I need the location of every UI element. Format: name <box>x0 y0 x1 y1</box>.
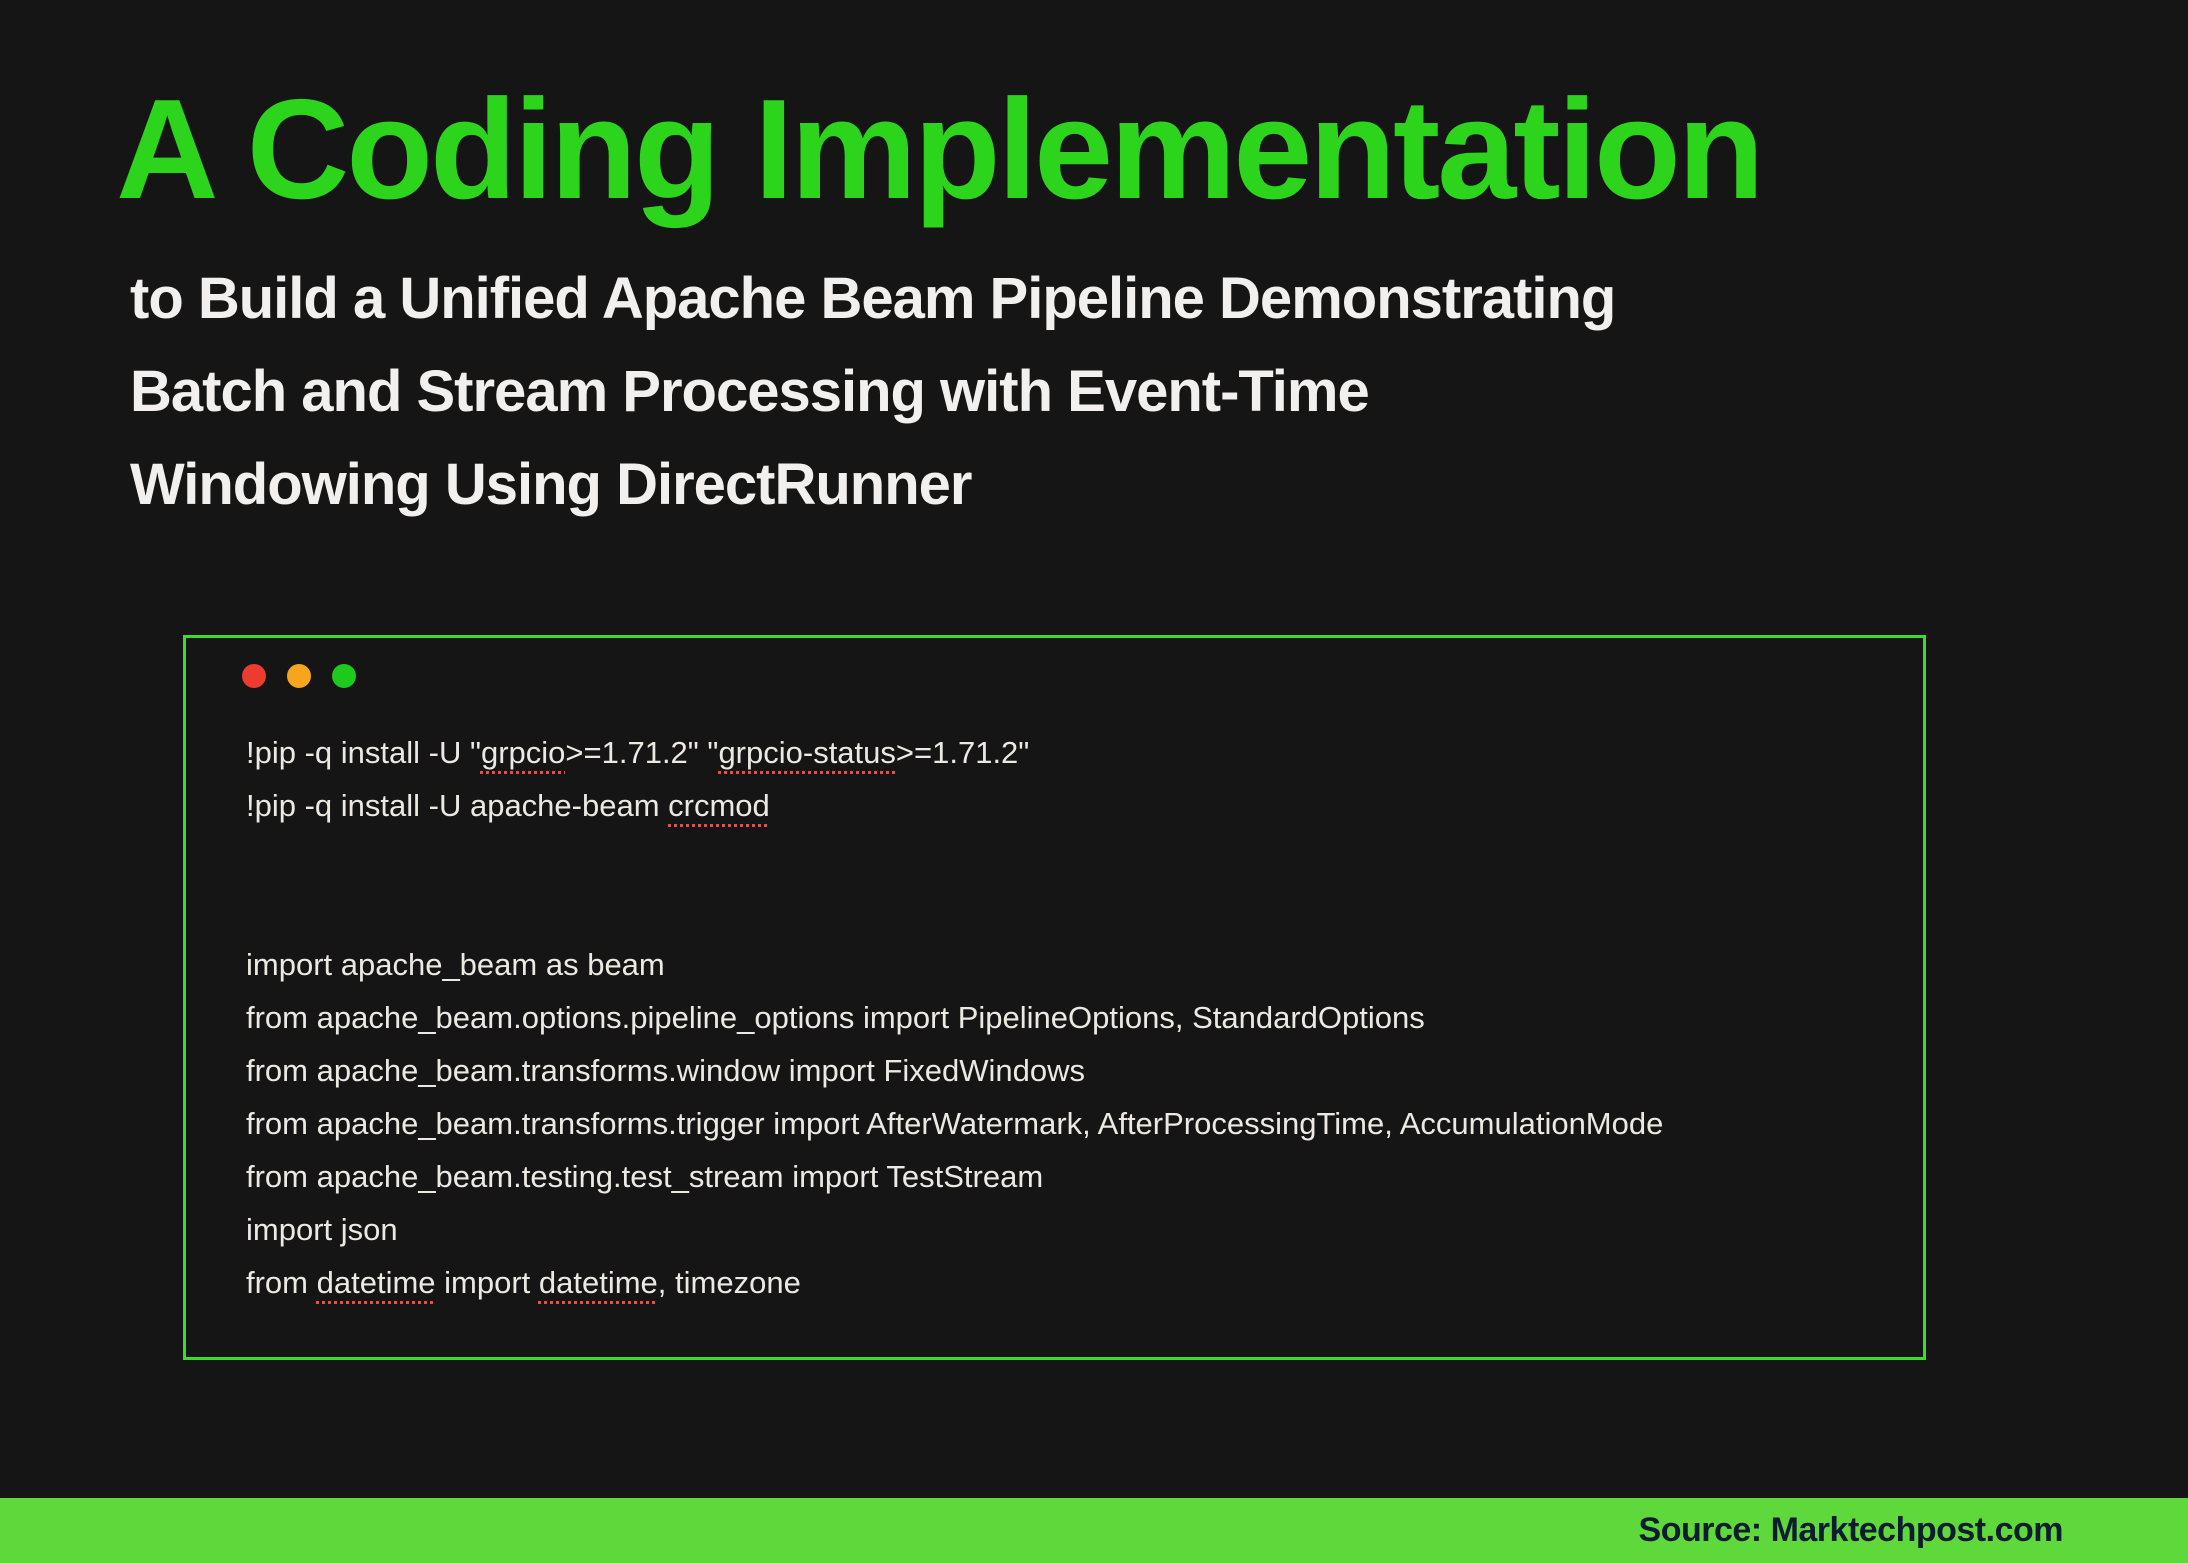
code-window <box>183 635 1926 1360</box>
code-text: import <box>435 1265 539 1300</box>
code-line <box>246 779 1923 832</box>
subtitle-line: Batch and Stream Processing with Event-Time <box>130 359 1369 424</box>
minimize-light[interactable] <box>287 664 311 688</box>
code-text: !pip -q install -U " <box>246 735 481 770</box>
code-line <box>246 1097 1923 1150</box>
misspelled-word: grpcio <box>480 735 566 770</box>
maximize-light[interactable] <box>332 664 356 688</box>
misspelled-word: crcmod <box>668 788 770 823</box>
code-line <box>246 726 1923 779</box>
source-attribution: Source: Marktechpost.com <box>1638 1511 2063 1549</box>
code-line <box>246 938 1923 991</box>
code-text: >=1.71.2" <box>895 735 1030 770</box>
code-text: >=1.71.2" " <box>565 735 719 770</box>
code-text: from apache_beam.transforms.trigger import AfterWatermark, AfterProcessingTime, AccumulationMode <box>246 1106 1664 1141</box>
code-text: , timezone <box>657 1265 801 1300</box>
footer-bar <box>0 1498 2188 1563</box>
code-text: from apache_beam.testing.test_stream import TestStream <box>246 1159 1044 1194</box>
subtitle-line: to Build a Unified Apache Beam Pipeline Demonstrating <box>130 266 1616 331</box>
page-subtitle <box>130 252 1615 531</box>
misspelled-word: grpcio-status <box>718 735 896 770</box>
code-line <box>246 832 1923 885</box>
code-text: from apache_beam.transforms.window import FixedWindows <box>246 1053 1086 1088</box>
code-text: import apache_beam as beam <box>246 947 665 982</box>
code-content <box>246 726 1923 1309</box>
misspelled-word: datetime <box>316 1265 436 1300</box>
window-controls <box>242 664 1923 688</box>
page-title: A Coding Implementation <box>116 70 1762 229</box>
code-line <box>246 1150 1923 1203</box>
code-text: from apache_beam.options.pipeline_options import PipelineOptions, StandardOptions <box>246 1000 1425 1035</box>
code-text: !pip -q install -U apache-beam <box>246 788 669 823</box>
code-text: import json <box>246 1212 398 1247</box>
code-line <box>246 1044 1923 1097</box>
subtitle-line: Windowing Using DirectRunner <box>130 452 972 517</box>
code-line <box>246 885 1923 938</box>
misspelled-word: datetime <box>538 1265 658 1300</box>
code-line <box>246 1256 1923 1309</box>
code-line <box>246 991 1923 1044</box>
close-light[interactable] <box>242 664 266 688</box>
code-line <box>246 1203 1923 1256</box>
code-text: from <box>246 1265 317 1300</box>
